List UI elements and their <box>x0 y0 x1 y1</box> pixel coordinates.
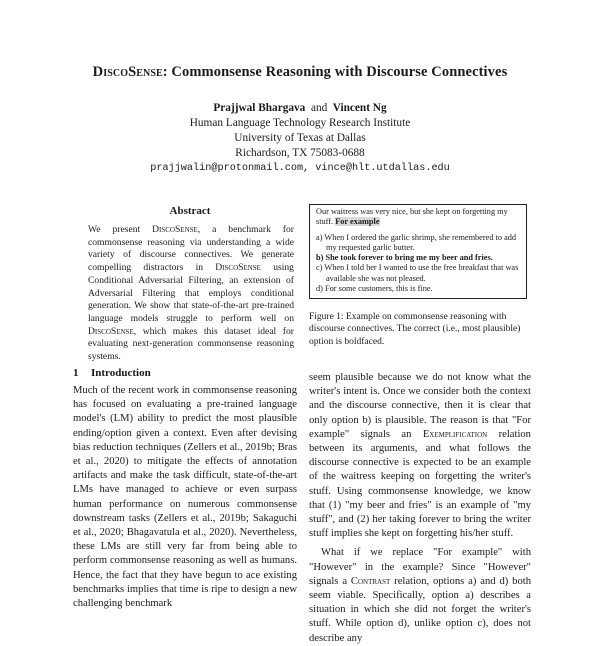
right-column-text <box>309 371 531 646</box>
figure-context <box>316 207 520 228</box>
affiliation-line-3: Richardson, TX 75083-0688 <box>235 147 365 159</box>
right-paragraph-1 <box>309 371 531 541</box>
abstract-text <box>88 224 294 364</box>
author-2: Vincent Ng <box>332 102 387 114</box>
relation-contrast: Contrast <box>350 575 391 587</box>
right-paragraph-2 <box>309 546 531 645</box>
author-1: Prajjwal Bhargava <box>213 102 306 114</box>
figure-options <box>316 233 520 295</box>
right-p2-part-a: What if we replace "For example" with "However" in the example? Since "However" signals a <box>309 547 531 587</box>
option-b-correct: b) She took forever to bring me my beer and fries. <box>316 253 493 263</box>
section-heading-introduction <box>73 367 151 379</box>
right-p2-part-b: relation, options a) and d) both seem viable. Specifically, option a) describes a situation in which she did not forget the writer's stuff. While option d), unlike option c), does not describe any <box>309 575 531 644</box>
affiliation-line-2: University of Texas at Dallas <box>234 132 366 144</box>
context-text: Our waitress was very nice, but she kept on forgetting my stuff. <box>316 207 508 227</box>
author-block <box>0 101 600 176</box>
right-p1-part-b: relation between its arguments, and what follows the discourse connective is expected to be an example of the waitress keeping on forgetting the writer's stuff. Using commonsense knowledge, we know that (1) "my beer and fries" is an example of "my stuff", and (2) her taking forever to bring the writer stuff implies she kept on forgetting his/her stuff. <box>309 428 531 540</box>
relation-exemplification: Exemplification <box>422 428 488 440</box>
figure-1-caption: Figure 1: Example on commonsense reasoning with discourse connectives. The correct (i.e., most plausible) option is boldfaced. <box>309 312 521 347</box>
section-number: 1 <box>73 367 79 379</box>
abstract-part-4: , which makes this dataset ideal for evaluating next-generation commonsense reasoning systems. <box>88 325 294 363</box>
title-rest: : Commonsense Reasoning with Discourse Connectives <box>162 64 508 80</box>
title-dataset-name: DiscoSense <box>92 64 163 80</box>
affiliation-line-1: Human Language Technology Research Institute <box>189 117 411 129</box>
abstract-part-1: We present <box>88 224 153 235</box>
paper-title <box>0 64 600 81</box>
author-emails: prajjwalin@protonmail.com, vince@hlt.utdallas.edu <box>150 163 450 174</box>
abstract-dataset-name-3: DiscoSense <box>88 325 134 337</box>
abstract-dataset-name-2: DiscoSense <box>215 262 261 274</box>
abstract-dataset-name-1: DiscoSense <box>152 224 198 235</box>
abstract-heading: Abstract <box>169 205 211 217</box>
option-d: d) For some customers, this is fine. <box>316 284 433 294</box>
right-p1-part-a: seem plausible because we do not know what the writer's intent is. Once we consider both the context and the discourse connective, then it is clear that only option b) is plausible. The reason is that "For example" signals an <box>309 372 531 440</box>
author-joiner: and <box>310 102 328 114</box>
section-title: Introduction <box>91 367 151 379</box>
abstract-part-2: , a benchmark for commonsense reasoning via understanding a wide variety of discourse connectives. We generate compelling distractors in <box>88 224 294 274</box>
introduction-body: Much of the recent work in commonsense reasoning has focused on evaluating a pre-trained language model's (LM) ability to predict the most plausible ending/option given a context. Even after devising bias reduction techniques (Zellers et al., 2019b; Bras et al., 2020) to mitigate the effects of annotation artifacts and make the task difficult, state-of-the-art LMs have managed to achieve or even surpass human performance on numerous commonsense downstream tasks (Zellers et al., 2019b; Sakaguchi et al., 2020; Bhagavatula et al., 2020). Nevertheless, these LMs are still very far from being able to perform commonsense reasoning as well as humans. Hence, the fact that they have begun to ace existing benchmarks implies that time is ripe to design a new challenging benchmark <box>73 385 297 610</box>
author-names <box>0 101 600 116</box>
connective-highlight: For example <box>335 217 380 227</box>
figure-1-example-box <box>309 204 527 299</box>
abstract-part-3: using Conditional Adversarial Filtering, an extension of Adversarial Filtering that employs conditional generation. We show that state-of-the-art pre-trained language models struggle to perform well on <box>88 262 294 324</box>
option-c: c) When I told her I wanted to use the free breakfast that was available she was not pleased. <box>316 263 519 283</box>
option-a: a) When I ordered the garlic shrimp, she remembered to add my requested garlic butter. <box>316 232 517 252</box>
